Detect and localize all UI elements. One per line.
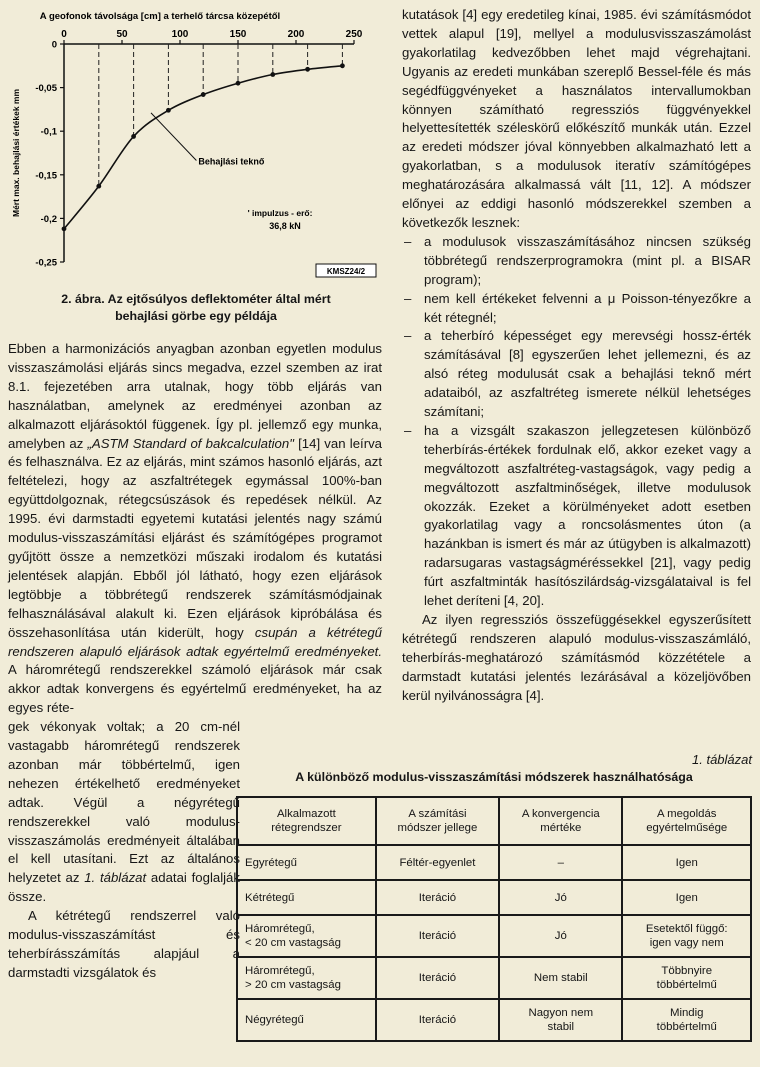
table-cell-text: Nagyon nem [528,1007,594,1019]
data-point [166,108,171,113]
table-cell-text: igen vagy nem [649,937,724,949]
data-point [201,92,206,97]
table-cell-text: < 20 cm vastagság [245,937,341,949]
x-tick-label: 100 [171,29,189,40]
table-cell [499,957,622,999]
table-header-text: A számítási [408,808,467,820]
table-row [237,845,751,880]
table-cell-text: Egyrétegű [245,856,297,869]
left-text-a: Ebben a harmonizációs anyagban azonban egyetlen modulus visszaszámolási eljárás sincs megadva, ezzel szemben az irat 8.1. fejezetében arra utalnak, hogy több eljárás van használatban, amelynek az eredményei azonban az alkalmazott eljárásoktól függenek. Így pl. jellemző egy munka, amelyben az [8,341,382,451]
table-row [237,999,751,1041]
left-emphasis: csupán a kétrétegű rendszeren alapuló eljárások adtak egyértelmű eredményeket. [8,624,383,659]
right-column [402,6,751,706]
table-cell [622,957,751,999]
curve-annotation: Behajlási teknő [198,156,265,167]
table-cell-text: – [557,856,564,869]
x-tick-label: 50 [116,29,128,40]
table-cell [622,845,751,880]
y-tick-label: -0,25 [35,257,57,269]
advantages-list [402,233,751,611]
x-tick-label: 200 [287,29,305,40]
left-paragraph-2: A kétrétegű rendszerrel való modulus-visszaszámítást és teherbírásszámítás alapjául a darmstadti vizsgálatok és [8,908,240,980]
table-cell-text: Háromrétegű, [245,965,315,977]
table-cell-text: Nem stabil [533,972,588,984]
y-tick-label: -0,2 [40,213,57,225]
table-cell-text: Igen [675,856,698,869]
table-header-cell [237,797,376,845]
table-row [237,957,751,999]
data-point [340,63,345,68]
data-point [131,134,136,139]
x-tick-label: 250 [345,29,363,40]
table-cell [376,957,499,999]
y-tick-label: 0 [51,39,57,51]
table-cell-text: > 20 cm vastagság [245,979,341,991]
table-cell-text: Iteráció [418,891,457,904]
data-point [236,81,241,86]
table-cell [499,999,622,1041]
table-header-text: A megoldás [656,808,717,820]
table-cell [499,845,622,880]
figure-caption-line2: behajlási görbe egy példája [115,309,277,323]
table-header-text: rétegrendszer [271,822,342,834]
table-reference: 1. táblázat [84,870,147,886]
table-cell-text: Féltér-egyenlet [399,856,476,869]
table-cell [499,880,622,915]
table-cell [622,999,751,1041]
table-cell-text: Iteráció [418,930,457,942]
table-cell [237,915,376,957]
data-point [270,72,275,77]
table-header-text: egyértelműsége [646,822,728,834]
table-cell-text: Iteráció [418,1014,457,1026]
figure-caption [8,291,384,325]
table-cell [376,845,499,880]
table-header-cell [376,797,499,845]
table-cell-text: Többnyire [661,965,713,977]
left-text-d: gek vékonyak voltak; a 20 cm-nél vastagabb háromrétegű rendszerek azonban már többértelmű, igen nehezen értékelhető eredményeket adtak. Végül a négyrétegű rendszerekkel való modulus-visszaszámolás eredményeit általában el kell utasítani. Ezt az általános helyzetet az [8,719,240,886]
table-cell [237,999,376,1041]
table-cell-text: Kétrétegű [245,891,295,904]
table-cell [237,957,376,999]
x-tick-label: 0 [61,29,67,40]
table-cell [237,845,376,880]
table-cell [376,880,499,915]
table-cell-text: stabil [547,1021,575,1033]
table-cell [237,880,376,915]
x-tick-label: 150 [229,29,247,40]
table-cell [376,999,499,1041]
left-narrow-block [8,718,240,907]
table-header-text: Alkalmazott [276,808,336,820]
table-header-cell [622,797,751,845]
table-cell-text: Jó [554,930,567,942]
table-header-text: A konvergencia [521,808,600,820]
table-cell [622,915,751,957]
table-header-row [237,797,751,845]
table-header-text: módszer jellege [397,822,478,834]
list-item: – nem kell értékeket felvenni a μ Poisson-tényezőkre a két rétegnél; [402,290,751,328]
annotation-leader-line [151,113,196,161]
data-point [62,226,67,231]
methods-table [236,796,752,1042]
y-tick-label: -0,05 [35,83,57,95]
list-item: – ha a vizsgált szakaszon jellegzetesen különböző teherbírás-értékek fordulnak elő, akkor ezeket vagy a megváltozott aszfaltréteg-vastagságok, vagy pedig a megváltozott aszfaltminőségek, illetve modulusok okozzák. Ezeket a körülményeket adott esetben gyakorlatilag vagy a roncsolásmentes úton (a hazánkban is ismert és már az útügyben is alkalmazott) radarsugaras vastagságméréssekkel [21], vagy pedig fúrt aszfaltminták hasítószilárdság-vizsgálataival is fel lehet deríteni [4, 20]. [402,422,751,611]
top-axis-title: A geofonok távolsága [cm] a terhelő tárcsa közepétől [39,11,281,22]
table-cell-text: Iteráció [418,972,457,984]
table-cell-text: Igen [675,891,698,904]
table-cell-text: Négyrétegű [245,1014,304,1026]
data-point [305,67,310,72]
astm-reference: „ASTM Standard of bakcalculation" [87,435,294,451]
y-tick-label: -0,1 [40,126,57,138]
deflection-chart-svg [10,6,380,282]
table-cell-text: Háromrétegű, [245,923,315,935]
table-title: A különböző modulus-visszaszámítási módszerek használhatósága [295,770,693,784]
y-tick-label: -0,15 [35,170,57,182]
figure-caption-line1: 2. ábra. Az ejtősúlyos deflektométer által mért [61,292,331,306]
table-row [237,880,751,915]
table-cell-text: Esetektől függő: [645,923,728,935]
table-cell-text: többértelmű [656,979,717,991]
table-body [237,845,751,1041]
table-header-text: mértéke [540,822,582,834]
code-box-label: KMSZ24/2 [326,267,366,276]
table-cell-text: többértelmű [656,1021,717,1033]
table-cell [499,915,622,957]
left-text-c: A háromrétegű rendszerekkel számoló eljárások már csak akkor adtak konvergens és egyértelmű eredményeket, ha az egyes réte- [8,662,382,716]
table-cell-text: Jó [554,891,567,904]
list-item: – a teherbíró képességet egy merevségi hossz-érték számításával [8] egyszerűen lehet jellemezni, és az alsó réteg modulusát csak a behajlási teknő mért adataiból, az aszfaltréteg ismerete nélkül lehetséges számítani; [402,327,751,422]
table-header-cell [499,797,622,845]
left-text-e: adatai foglalják össze. [8,870,240,905]
table-cell-text: Mindig [669,1007,704,1019]
table-cell [622,880,751,915]
deflection-chart [10,6,380,282]
table-number: 1. táblázat [692,752,752,767]
table-row [237,915,751,957]
left-text-b: [14] van leírva és felhasználva. Ez az eljárás, mint számos hasonló eljárás, azt feltételezi, hogy az aszfaltrétegek egymással 100%-ban együttdolgoznak, rétegcsúszások és repedések nélkül. Az 1995. évi darmstadti egyetemi kutatási jelentés nagy számú modulus-visszaszámítási eljárást és számítógépes programot gyűjtött össze a nemzetközi műszaki irodalom és kutatási jelentések alapján. Ebből jól látható, hogy ezen eljárások legtöbbje a többrétegű rendszerek számításmódjainak felhasználásával alakult ki. Ezen eljárások kipróbálása és összehasonlítása után kiderült, hogy [8,435,383,640]
deflection-curve [64,66,342,229]
right-paragraph-2: Az ilyen regressziós összefüggésekkel egyszerűsített kétrétegű rendszeren alapuló modulus-visszaszámláló, teherbírás-meghatározó számításmód közzététele a darmstadt kutatási jelentés lezárásával a közeljövőben kerül nyilvánosságra [4]. [402,612,751,703]
y-axis-title: Mért max. behajlási értékek mm [11,88,21,218]
data-point [96,184,101,189]
table-cell [376,915,499,957]
list-item: – a modulusok visszaszámításához nincsen szükség többrétegű rendszerprogramokra (mint pl. a BISAR program); [402,233,751,290]
right-paragraph-1: kutatások [4] egy eredetileg kínai, 1985. évi számításmódot vettek alapul [19], mellyel a modulusvisszaszámolást gyakorlatilag kedvezőbben lehet majd végrehajtani. Ugyanis az eredeti munkában szereplő Bessel-féle és más segédfüggvényeket a használatos intervallumokban könnyen számítható regressziós függvényekkel helyettesítették széleskörű előkészítő munkák után. Ezzel az eredeti módszer jóval könnyebben alkalmazható lett a gyakorlatban, s a modulusok iteratív számítógépes meghatározására alkalmassá vált [11, 12]. A módszer előnyei az eddigi hasonló módszerekkel szemben a következők lesznek: [402,7,751,230]
impulse-annotation-line2: 36,8 kN [269,220,301,231]
impulse-annotation-line1: ' impulzus - erő: [247,207,313,218]
